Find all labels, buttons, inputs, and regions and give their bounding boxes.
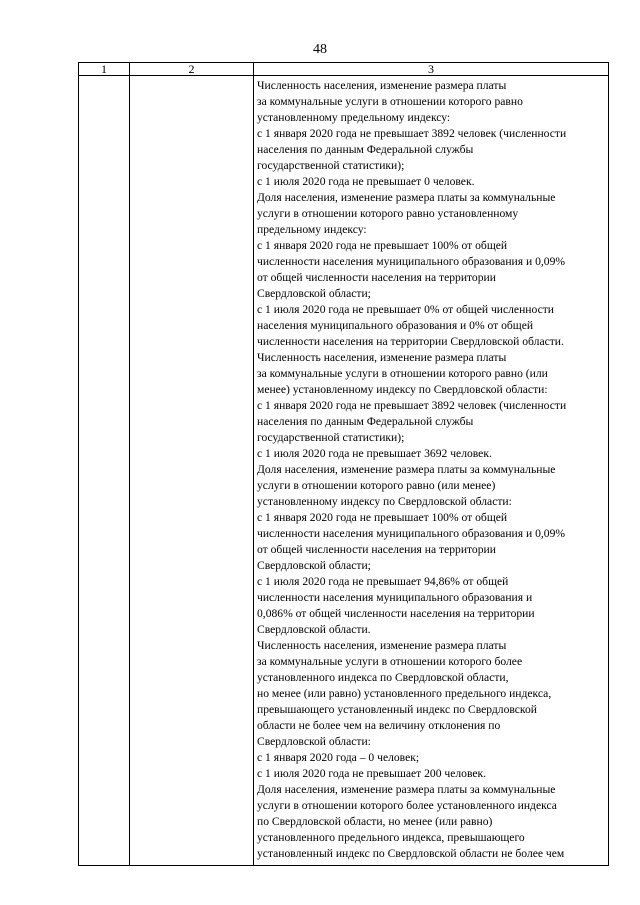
text-line: Численность населения, изменение размера платы bbox=[257, 639, 507, 652]
text-line: за коммунальные услуги в отношении которого равно (или bbox=[257, 367, 548, 380]
text-line: услуги в отношении которого равно установленному bbox=[257, 207, 519, 220]
text-line: с 1 января 2020 года – 0 человек; bbox=[257, 751, 420, 764]
text-line: численности населения муниципального образования и bbox=[257, 591, 533, 604]
text-line: установленному предельному индексу: bbox=[257, 111, 451, 124]
text-line: с 1 июля 2020 года не превышает 0% от общей численности bbox=[257, 303, 554, 316]
text-line: 0,086% от общей численности населения на территории bbox=[257, 607, 535, 620]
text-line: с 1 июля 2020 года не превышает 94,86% от общей bbox=[257, 575, 509, 588]
text-line: менее) установленному индексу по Свердловской области: bbox=[257, 383, 548, 396]
text-line: услуги в отношении которого равно (или менее) bbox=[257, 479, 496, 492]
text-line: с 1 июля 2020 года не превышает 3692 человек. bbox=[257, 447, 492, 460]
text-line: превышающего установленный индекс по Свердловской bbox=[257, 703, 537, 716]
text-line: с 1 января 2020 года не превышает 100% от общей bbox=[257, 239, 508, 252]
text-line: с 1 июля 2020 года не превышает 0 человек. bbox=[257, 175, 475, 188]
text-line: установленный индекс по Свердловской области не более чем bbox=[257, 847, 565, 860]
text-line: с 1 января 2020 года не превышает 100% от общей bbox=[257, 511, 508, 524]
header-row bbox=[79, 63, 609, 76]
cell-col2 bbox=[130, 76, 254, 866]
cell-text-block bbox=[254, 76, 608, 865]
table-row bbox=[79, 76, 609, 866]
cell-col3 bbox=[254, 76, 609, 866]
text-line: но менее (или равно) установленного предельного индекса, bbox=[257, 687, 552, 700]
text-line: Свердловской области: bbox=[257, 735, 371, 748]
cell-col1 bbox=[79, 76, 130, 866]
text-line: с 1 января 2020 года не превышает 3892 человек (численности bbox=[257, 127, 567, 140]
text-line: Доля населения, изменение размера платы за коммунальные bbox=[257, 191, 556, 204]
text-line: Доля населения, изменение размера платы за коммунальные bbox=[257, 463, 556, 476]
text-line: установленного предельного индекса, превышающего bbox=[257, 831, 525, 844]
text-line: населения по данным Федеральной службы bbox=[257, 143, 474, 156]
text-line: по Свердловской области, но менее (или равно) bbox=[257, 815, 493, 828]
text-line: Численность населения, изменение размера платы bbox=[257, 351, 507, 364]
text-line: с 1 января 2020 года не превышает 3892 человек (численности bbox=[257, 399, 567, 412]
text-line: за коммунальные услуги в отношении которого равно bbox=[257, 95, 523, 108]
text-line: Свердловской области; bbox=[257, 287, 371, 300]
text-line: услуги в отношении которого более установленного индекса bbox=[257, 799, 557, 812]
text-line: численности населения муниципального образования и 0,09% bbox=[257, 527, 566, 540]
text-line: численности населения муниципального образования и 0,09% bbox=[257, 255, 566, 268]
text-line: населения по данным Федеральной службы bbox=[257, 415, 474, 428]
text-line: Свердловской области. bbox=[257, 623, 371, 636]
text-line: численности населения на территории Свердловской области. bbox=[257, 335, 564, 348]
column-header-3: 3 bbox=[254, 63, 609, 76]
text-line: населения муниципального образования и 0% от общей bbox=[257, 319, 534, 332]
text-line: государственной статистики); bbox=[257, 159, 405, 172]
text-line: установленному индексу по Свердловской области: bbox=[257, 495, 512, 508]
text-line: от общей численности населения на территории bbox=[257, 271, 496, 284]
text-line: установленного индекса по Свердловской области, bbox=[257, 671, 509, 684]
text-line: с 1 июля 2020 года не превышает 200 человек. bbox=[257, 767, 487, 780]
text-line: Доля населения, изменение размера платы за коммунальные bbox=[257, 783, 556, 796]
text-line: от общей численности населения на территории bbox=[257, 543, 496, 556]
text-line: Свердловской области; bbox=[257, 559, 371, 572]
text-line: за коммунальные услуги в отношении которого более bbox=[257, 655, 523, 668]
column-header-1: 1 bbox=[79, 63, 130, 76]
document-table bbox=[78, 62, 609, 866]
column-header-2: 2 bbox=[130, 63, 254, 76]
text-line: Численность населения, изменение размера платы bbox=[257, 79, 507, 92]
page-number: 48 bbox=[313, 42, 327, 57]
text-line: области не более чем на величину отклонения по bbox=[257, 719, 501, 732]
table-header bbox=[79, 63, 609, 76]
text-line: государственной статистики); bbox=[257, 431, 405, 444]
text-line: предельному индексу: bbox=[257, 223, 367, 236]
